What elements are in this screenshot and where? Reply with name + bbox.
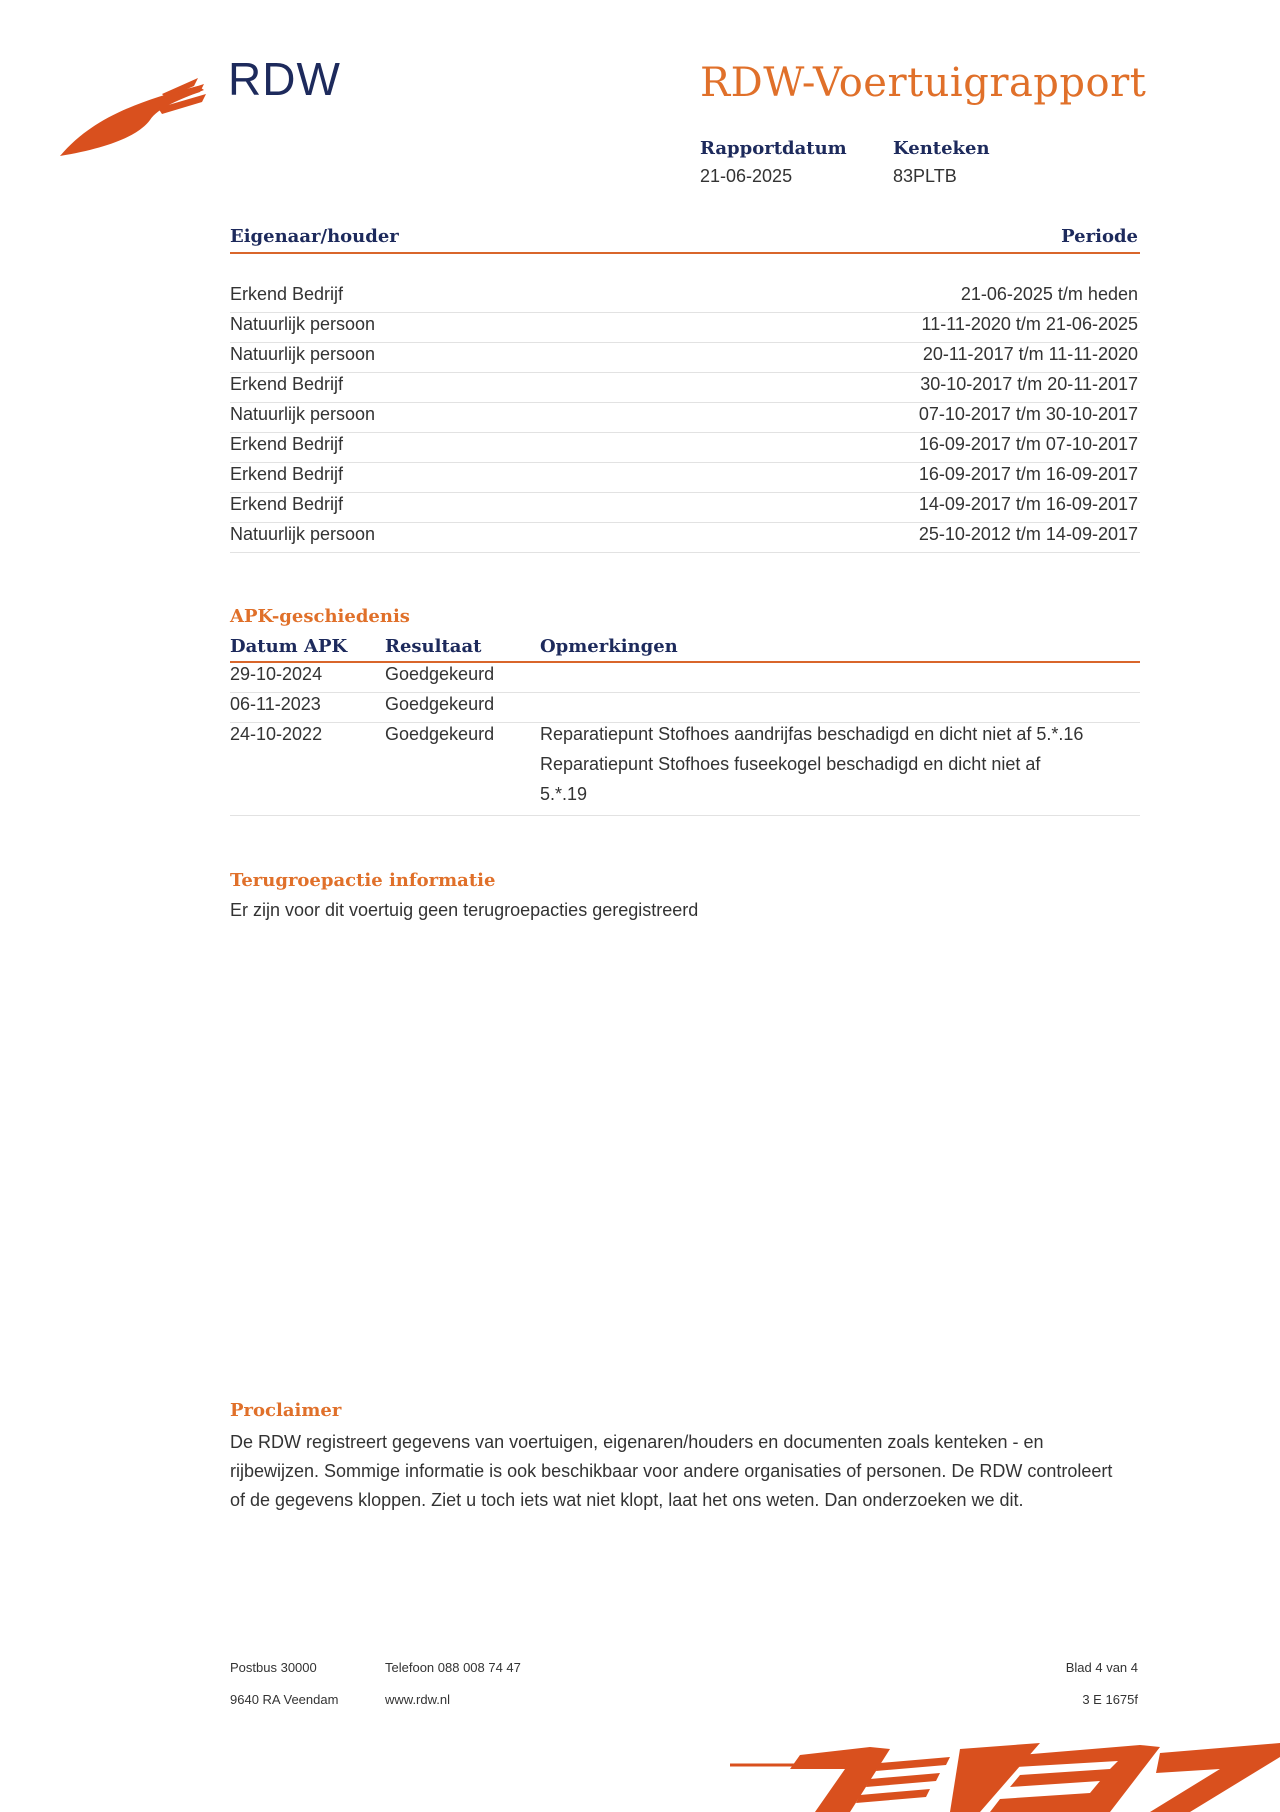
apk-remarks-column-header: Opmerkingen (540, 636, 678, 657)
row-divider (230, 815, 1140, 816)
plate-value: 83PLTB (893, 166, 957, 186)
period-cell: 16-09-2017 t/m 16-09-2017 (918, 464, 1138, 484)
row-divider (230, 722, 1140, 723)
row-divider (230, 372, 1140, 373)
page-title: RDW-Voertuigrapport (700, 60, 1147, 106)
footer-phone: Telefoon 088 008 74 47 (385, 1660, 521, 1675)
apk-result-cell: Goedgekeurd (385, 694, 495, 714)
apk-date-cell: 29-10-2024 (230, 664, 323, 684)
report-date-value: 21-06-2025 (700, 166, 793, 186)
row-divider (230, 432, 1140, 433)
row-divider (230, 342, 1140, 343)
footer-web: www.rdw.nl (385, 1692, 451, 1707)
owner-cell: Erkend Bedrijf (230, 284, 344, 304)
apk-date-cell: 24-10-2022 (230, 724, 323, 744)
apk-remark-line: Reparatiepunt Stofhoes fuseekogel beschadigd en dicht niet af (540, 754, 1041, 774)
apk-date-column-header: Datum APK (230, 636, 348, 657)
apk-header-rule (230, 661, 1140, 663)
row-divider (230, 522, 1140, 523)
recall-section-title: Terugroepactie informatie (230, 870, 496, 891)
apk-remark-line: 5.*.19 (540, 784, 588, 804)
period-cell: 16-09-2017 t/m 07-10-2017 (918, 434, 1138, 454)
owner-cell: Natuurlijk persoon (230, 314, 376, 334)
row-divider (230, 492, 1140, 493)
owner-cell: Natuurlijk persoon (230, 404, 376, 424)
logo-text: RDW (228, 53, 341, 105)
period-cell: 20-11-2017 t/m 11-11-2020 (922, 344, 1138, 364)
proclaimer-text: De RDW registreert gegevens van voertuigen, eigenaren/houders en documenten zoals kenteken - en rijbewijzen. Sommige informatie is ook beschikbaar voor andere organisaties of personen. De RDW controleert of de gegevens kloppen. Ziet u toch iets wat niet klopt, laat het ons weten. Dan onderzoeken we dit. (230, 1432, 1113, 1510)
owner-cell: Erkend Bedrijf (230, 374, 344, 394)
row-divider (230, 552, 1140, 553)
footer-code: 3 E 1675f (1082, 1692, 1138, 1707)
apk-result-column-header: Resultaat (385, 636, 482, 657)
owner-cell: Natuurlijk persoon (230, 524, 376, 544)
owner-cell: Natuurlijk persoon (230, 344, 376, 364)
apk-date-cell: 06-11-2023 (230, 694, 321, 714)
apk-result-cell: Goedgekeurd (385, 724, 495, 744)
footer-city: 9640 RA Veendam (230, 1692, 339, 1707)
period-cell: 11-11-2020 t/m 21-06-2025 (921, 314, 1138, 334)
owner-column-header: Eigenaar/houder (230, 226, 399, 247)
report-date-label: Rapportdatum (700, 138, 847, 159)
footer-page: Blad 4 van 4 (1065, 1660, 1138, 1675)
owner-cell: Erkend Bedrijf (230, 434, 344, 454)
owner-cell: Erkend Bedrijf (230, 494, 344, 514)
plate-label: Kenteken (893, 138, 990, 159)
apk-section-title: APK-geschiedenis (230, 606, 410, 627)
rdw-logo-icon (58, 78, 208, 168)
period-cell: 30-10-2017 t/m 20-11-2017 (920, 374, 1138, 394)
owner-cell: Erkend Bedrijf (230, 464, 344, 484)
recall-text: Er zijn voor dit voertuig geen terugroepacties geregistreerd (230, 900, 699, 920)
apk-remark-line: Reparatiepunt Stofhoes aandrijfas beschadigd en dicht niet af 5.*.16 (540, 724, 1084, 744)
owners-header-rule (230, 252, 1140, 254)
row-divider (230, 692, 1140, 693)
row-divider (230, 462, 1140, 463)
period-cell: 25-10-2012 t/m 14-09-2017 (918, 524, 1138, 544)
row-divider (230, 402, 1140, 403)
footer-stripes-icon (720, 1735, 1280, 1812)
footer-postbus: Postbus 30000 (230, 1660, 317, 1675)
row-divider (230, 312, 1140, 313)
period-cell: 07-10-2017 t/m 30-10-2017 (918, 404, 1138, 424)
period-column-header: Periode (1061, 226, 1138, 247)
period-cell: 14-09-2017 t/m 16-09-2017 (918, 494, 1138, 514)
proclaimer-title: Proclaimer (230, 1400, 342, 1421)
apk-result-cell: Goedgekeurd (385, 664, 495, 684)
period-cell: 21-06-2025 t/m heden (960, 284, 1138, 304)
